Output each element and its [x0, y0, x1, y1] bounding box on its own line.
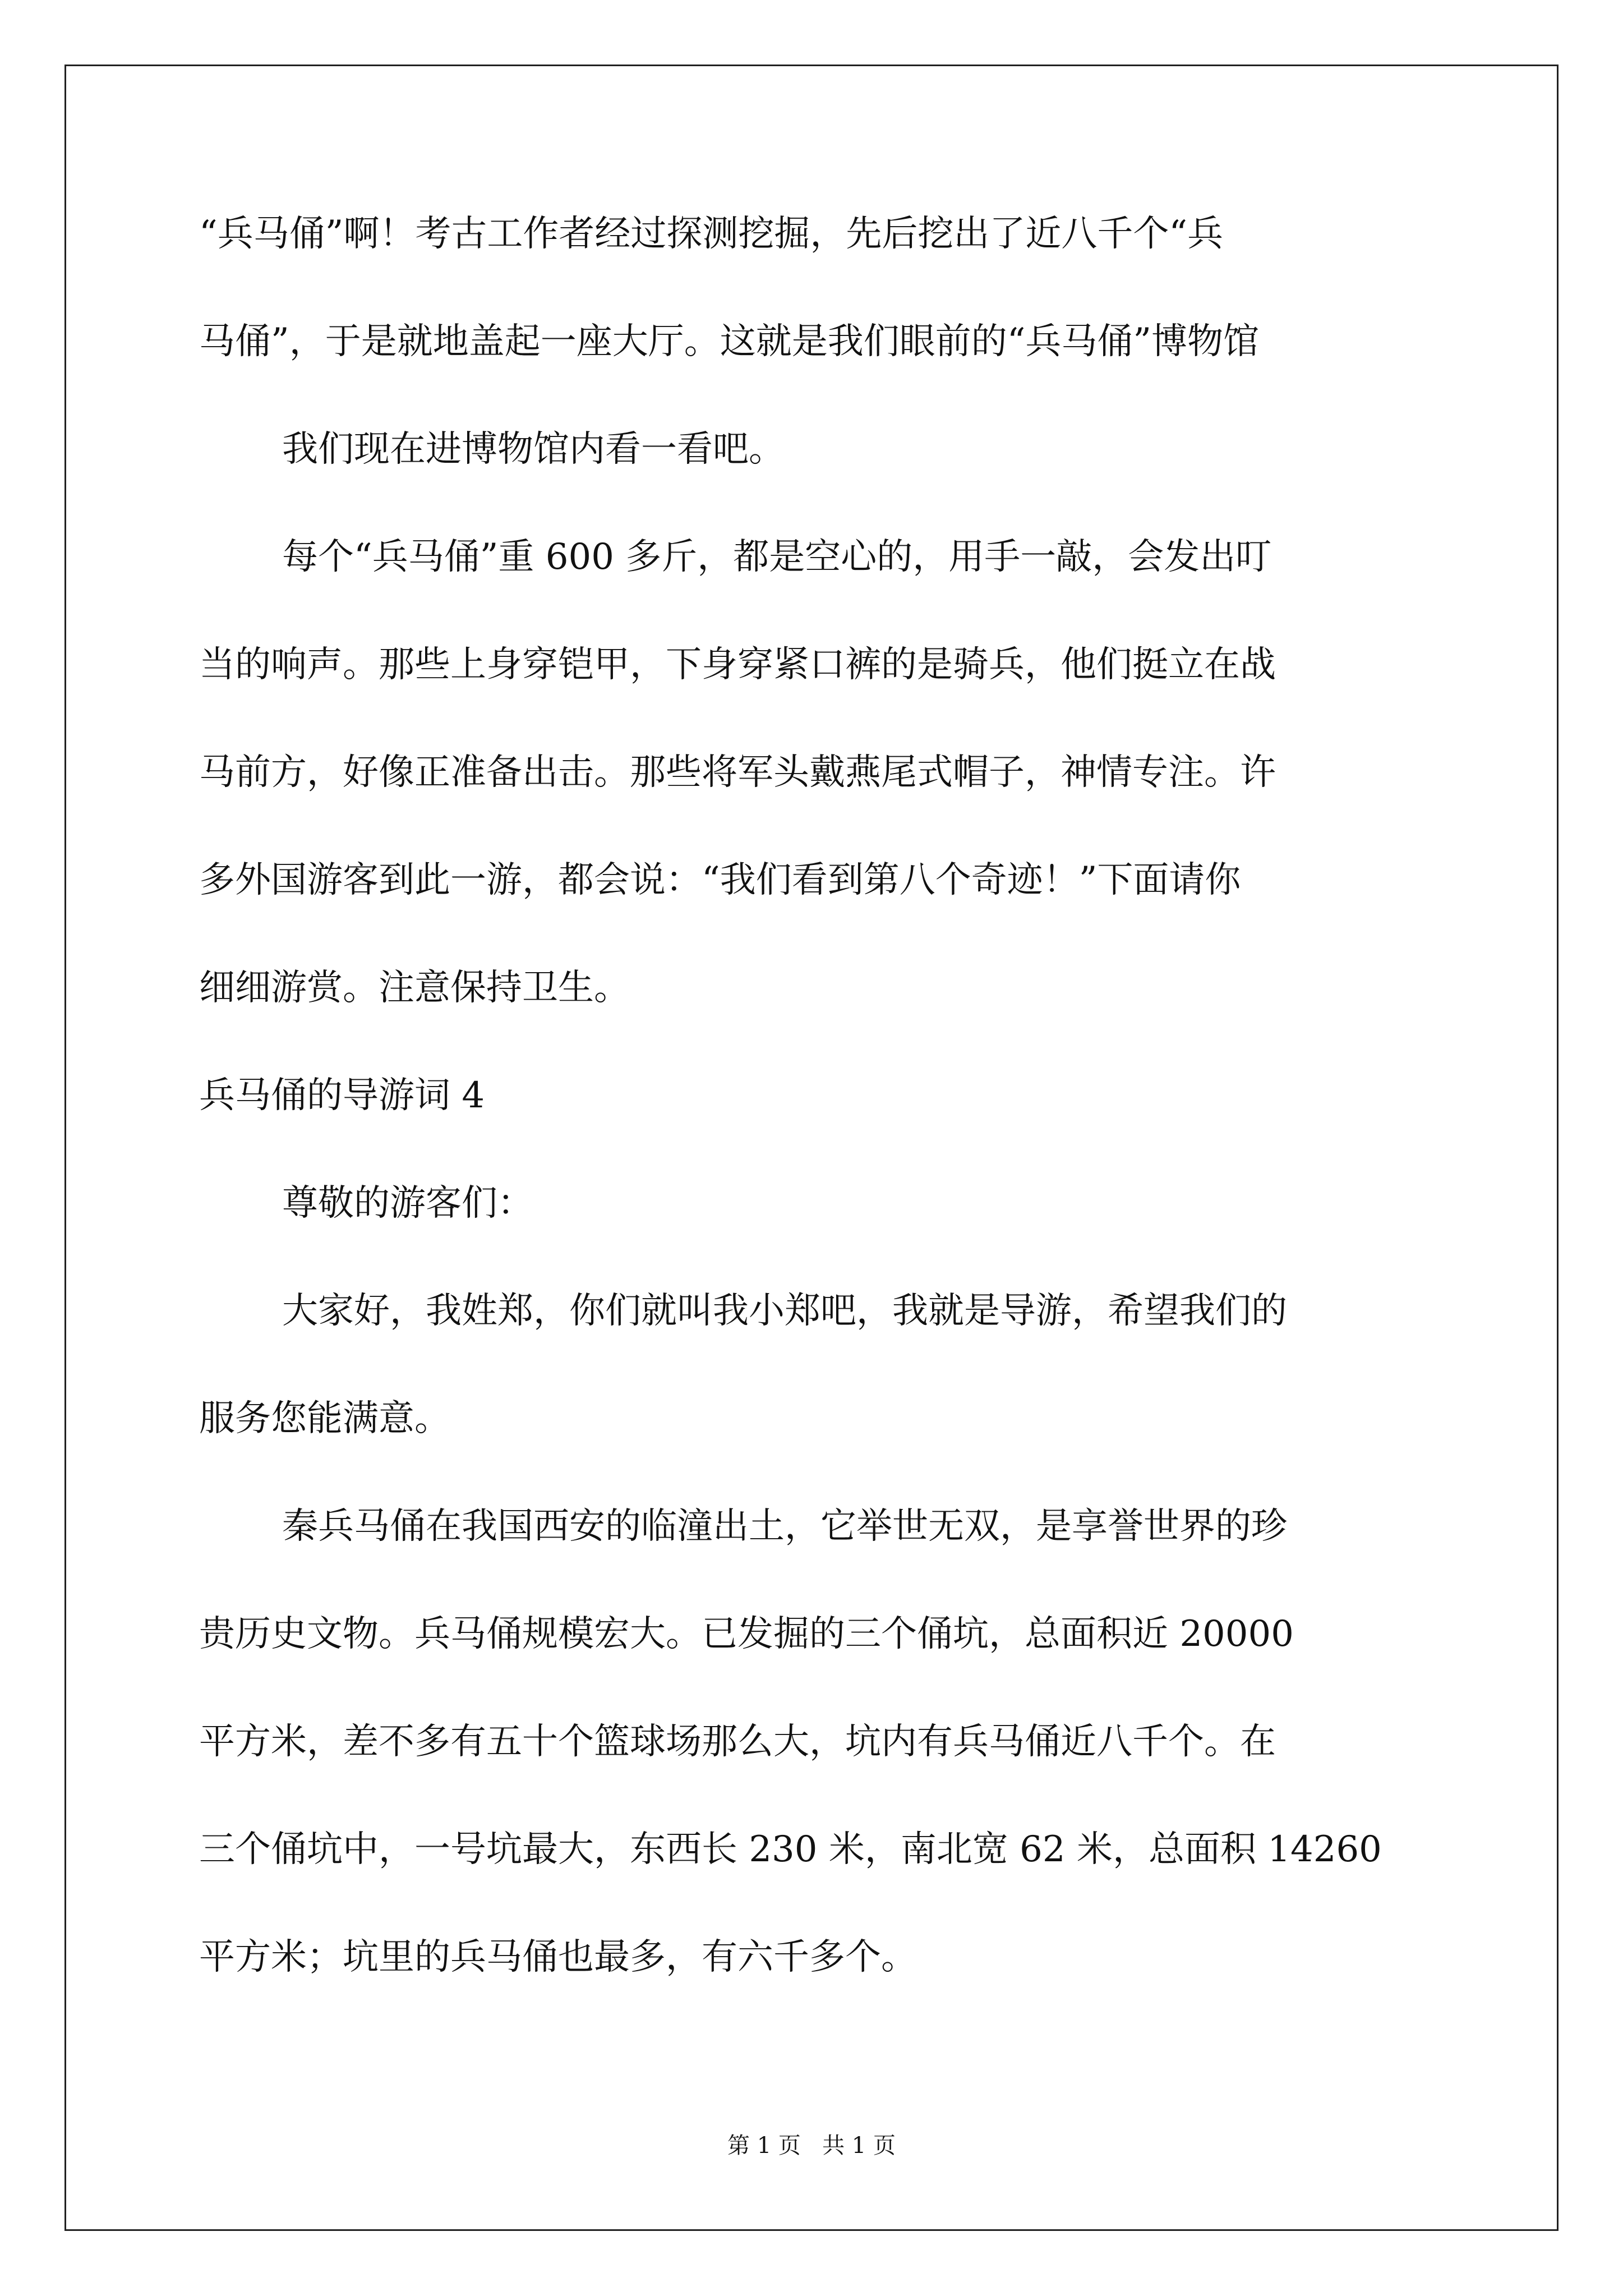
paragraph-line: 每个“兵马俑”重 600 多斤，都是空心的，用手一敲，会发出叮 — [282, 536, 1272, 578]
paragraph-line: 秦兵马俑在我国西安的临潼出土，它举世无双，是享誉世界的珍 — [282, 1506, 1287, 1547]
paragraph-line: 我们现在进博物馆内看一看吧。 — [282, 429, 785, 470]
salutation: 尊敬的游客们： — [282, 1182, 533, 1224]
paragraph-line: 贵历史文物。兵马俑规模宏大。已发掘的三个俑坑，总面积近 20000 — [199, 1613, 1294, 1655]
paragraph-line: 服务您能满意。 — [199, 1398, 450, 1439]
paragraph-line: “兵马俑”啊！考古工作者经过探测挖掘，先后挖出了近八千个“兵 — [199, 213, 1224, 255]
section-heading: 兵马俑的导游词 4 — [199, 1075, 485, 1116]
paragraph-line: 细细游赏。注意保持卫生。 — [199, 967, 630, 1009]
paragraph-line: 三个俑坑中，一号坑最大，东西长 230 米，南北宽 62 米，总面积 14260 — [199, 1829, 1382, 1870]
paragraph-line: 平方米，差不多有五十个篮球场那么大，坑内有兵马俑近八千个。在 — [199, 1721, 1276, 1763]
page-footer: 第 1 页 共 1 页 — [727, 2133, 896, 2159]
page-border — [64, 65, 1559, 2231]
paragraph-line: 大家好，我姓郑，你们就叫我小郑吧，我就是导游，希望我们的 — [282, 1290, 1287, 1332]
paragraph-line: 多外国游客到此一游，都会说：“我们看到第八个奇迹！”下面请你 — [199, 859, 1241, 901]
paragraph-line: 当的响声。那些上身穿铠甲，下身穿紧口裤的是骑兵，他们挺立在战 — [199, 644, 1276, 685]
paragraph-line: 马前方，好像正准备出击。那些将军头戴燕尾式帽子，神情专注。许 — [199, 752, 1276, 793]
paragraph-line: 平方米；坑里的兵马俑也最多，有六千多个。 — [199, 1936, 917, 1978]
paragraph-line: 马俑”，于是就地盖起一座大厅。这就是我们眼前的“兵马俑”博物馆 — [199, 321, 1260, 362]
